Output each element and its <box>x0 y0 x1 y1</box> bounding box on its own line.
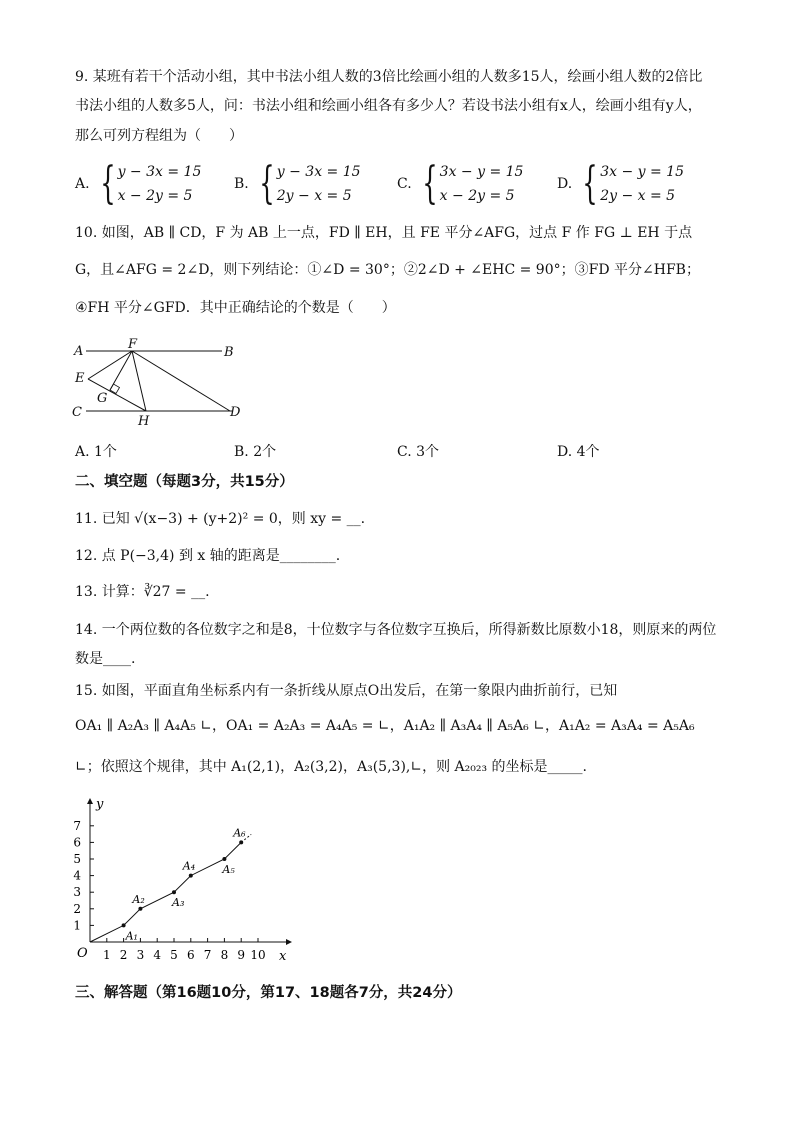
x-axis-arrow-icon <box>286 939 292 945</box>
equation: 3x − y = 15 <box>439 164 524 180</box>
x-tick-label: 8 <box>220 948 229 962</box>
y-tick-label: 5 <box>73 852 81 866</box>
q9-line-2: 书法小组的人数多5人，问：书法小组和绘画小组各有多少人？若设书法小组有x人，绘画小组有y人， <box>75 98 702 114</box>
q10-line-2: G，且∠AFG = 2∠D，则下列结论：①∠D = 30°；②2∠D + ∠EHC = 90°；③FD 平分∠HFB； <box>75 262 700 278</box>
point-a4 <box>189 874 193 878</box>
fold-line <box>90 842 241 942</box>
section-3-heading: 三、解答题（第16题10分，第17、18题各7分，共24分） <box>75 985 462 1001</box>
y-tick-label: 7 <box>73 818 81 833</box>
segment-fe <box>88 351 132 379</box>
label-g: G <box>97 391 108 406</box>
q10-option-d[interactable] <box>557 441 600 461</box>
q14-line-2: 数是____. <box>75 651 136 667</box>
point-a6 <box>239 840 243 844</box>
point-a1 <box>122 923 126 927</box>
q11-text: 11. 已知 √(x−3) + (y+2)² = 0，则 xy = __. <box>75 511 366 527</box>
label-e: E <box>75 371 85 386</box>
x-axis-label: x <box>279 949 287 964</box>
x-tick-label: 6 <box>186 948 195 962</box>
q9-line-1: 9. 某班有若干个活动小组，其中书法小组人数的3倍比绘画小组的人数多15人，绘画小组人数的2倍比 <box>75 69 703 85</box>
q10-option-b[interactable] <box>234 441 276 461</box>
q12-text: 12. 点 P(−3,4) 到 x 轴的距离是________. <box>75 548 341 564</box>
option-label: C. <box>397 444 412 460</box>
option-label: D. <box>557 444 573 460</box>
point-label-a4: A₄ <box>182 859 196 873</box>
option-label: B. <box>234 444 249 460</box>
option-text: 4个 <box>576 444 600 460</box>
segment-fh <box>132 351 146 411</box>
equation: 2y − x = 5 <box>276 188 352 204</box>
x-tick-label: 10 <box>250 948 266 962</box>
option-label: A. <box>75 176 90 192</box>
equation: x − 2y = 5 <box>117 188 193 204</box>
label-f: F <box>128 337 138 352</box>
x-tick-label: 7 <box>203 948 212 962</box>
segment-fd <box>132 351 230 411</box>
q9-line-3: 那么可列方程组为（ ） <box>75 128 243 144</box>
point-label-a2: A₂ <box>132 892 145 906</box>
q15-line-3: ∟；依照这个规律，其中 A₁(2,1)，A₂(3,2)，A₃(5,3),∟，则 A₂₀₂₃ 的坐标是_____. <box>75 759 588 775</box>
x-tick-label: 1 <box>102 948 111 962</box>
section-2-heading: 二、填空题（每题3分，共15分） <box>75 474 294 490</box>
label-h: H <box>138 414 150 429</box>
y-tick-label: 4 <box>73 868 81 883</box>
point-a5 <box>222 857 226 861</box>
brace-icon: { <box>99 158 116 209</box>
equation: y − 3x = 15 <box>117 164 202 180</box>
point-label-a6: A₆ <box>233 826 246 840</box>
equation: 2y − x = 5 <box>600 188 676 204</box>
y-tick-label: 1 <box>73 918 81 933</box>
y-tick-label: 2 <box>73 901 81 916</box>
x-tick-label: 5 <box>170 948 178 962</box>
option-label: C. <box>397 176 412 192</box>
point-label-a5: A₅ <box>222 863 235 876</box>
option-text: 2个 <box>253 444 277 460</box>
brace-icon: { <box>259 158 275 209</box>
y-tick-label: 3 <box>73 885 81 900</box>
option-label: A. <box>75 444 90 460</box>
label-a: A <box>74 344 84 359</box>
option-label: D. <box>557 176 573 192</box>
q10-line-1: 10. 如图，AB ∥ CD，F 为 AB 上一点，FD ∥ EH，且 FE 平分∠AFG，过点 F 作 FG ⊥ EH 于点 <box>75 225 693 241</box>
equation: x − 2y = 5 <box>439 188 515 204</box>
y-axis-label: y <box>96 797 104 812</box>
y-tick-label: 6 <box>73 835 81 850</box>
x-tick-label: 3 <box>136 948 145 962</box>
option-text: 1个 <box>94 444 117 460</box>
y-axis-arrow-icon <box>87 798 93 804</box>
point-label-a1: A₁ <box>125 929 138 943</box>
origin-label: O <box>77 946 88 961</box>
point-a2 <box>138 907 142 911</box>
option-text: 3个 <box>416 444 440 460</box>
option-label: B. <box>234 176 249 192</box>
q15-coordinate-graph <box>66 794 302 966</box>
point-a3 <box>172 890 176 894</box>
label-b: B <box>224 345 234 360</box>
equation: y − 3x = 15 <box>276 164 361 180</box>
q10-option-c[interactable] <box>397 441 439 461</box>
q15-line-1: 15. 如图，平面直角坐标系内有一条折线从原点O出发后，在第一象限内曲折前行，已知 <box>75 683 618 699</box>
brace-icon: { <box>582 158 598 209</box>
q10-line-3: ④FH 平分∠GFD．其中正确结论的个数是（ ） <box>75 300 396 316</box>
brace-icon: { <box>421 158 438 209</box>
q10-option-a[interactable] <box>75 441 117 461</box>
x-tick-label: 4 <box>153 948 162 962</box>
x-tick-label: 9 <box>237 948 246 962</box>
label-c: C <box>72 405 82 420</box>
q15-line-2: OA₁ ∥ A₂A₃ ∥ A₄A₅ ∟，OA₁ = A₂A₃ = A₄A₅ = ∟，A₁A₂ ∥ A₃A₄ ∥ A₅A₆ ∟，A₁A₂ = A₃A₄ = A₅A₆ <box>75 718 695 734</box>
equation: 3x − y = 15 <box>600 164 684 180</box>
x-tick-label: 2 <box>119 948 128 962</box>
q13-text: 13. 计算：∛27 = __. <box>75 584 210 600</box>
q10-geometry-figure <box>70 334 260 430</box>
label-d: D <box>230 405 241 420</box>
point-label-a3: A₃ <box>172 896 185 910</box>
q14-line-1: 14. 一个两位数的各位数字之和是8，十位数字与各位数字互换后，所得新数比原数小18，则原来的两位 <box>75 622 717 638</box>
